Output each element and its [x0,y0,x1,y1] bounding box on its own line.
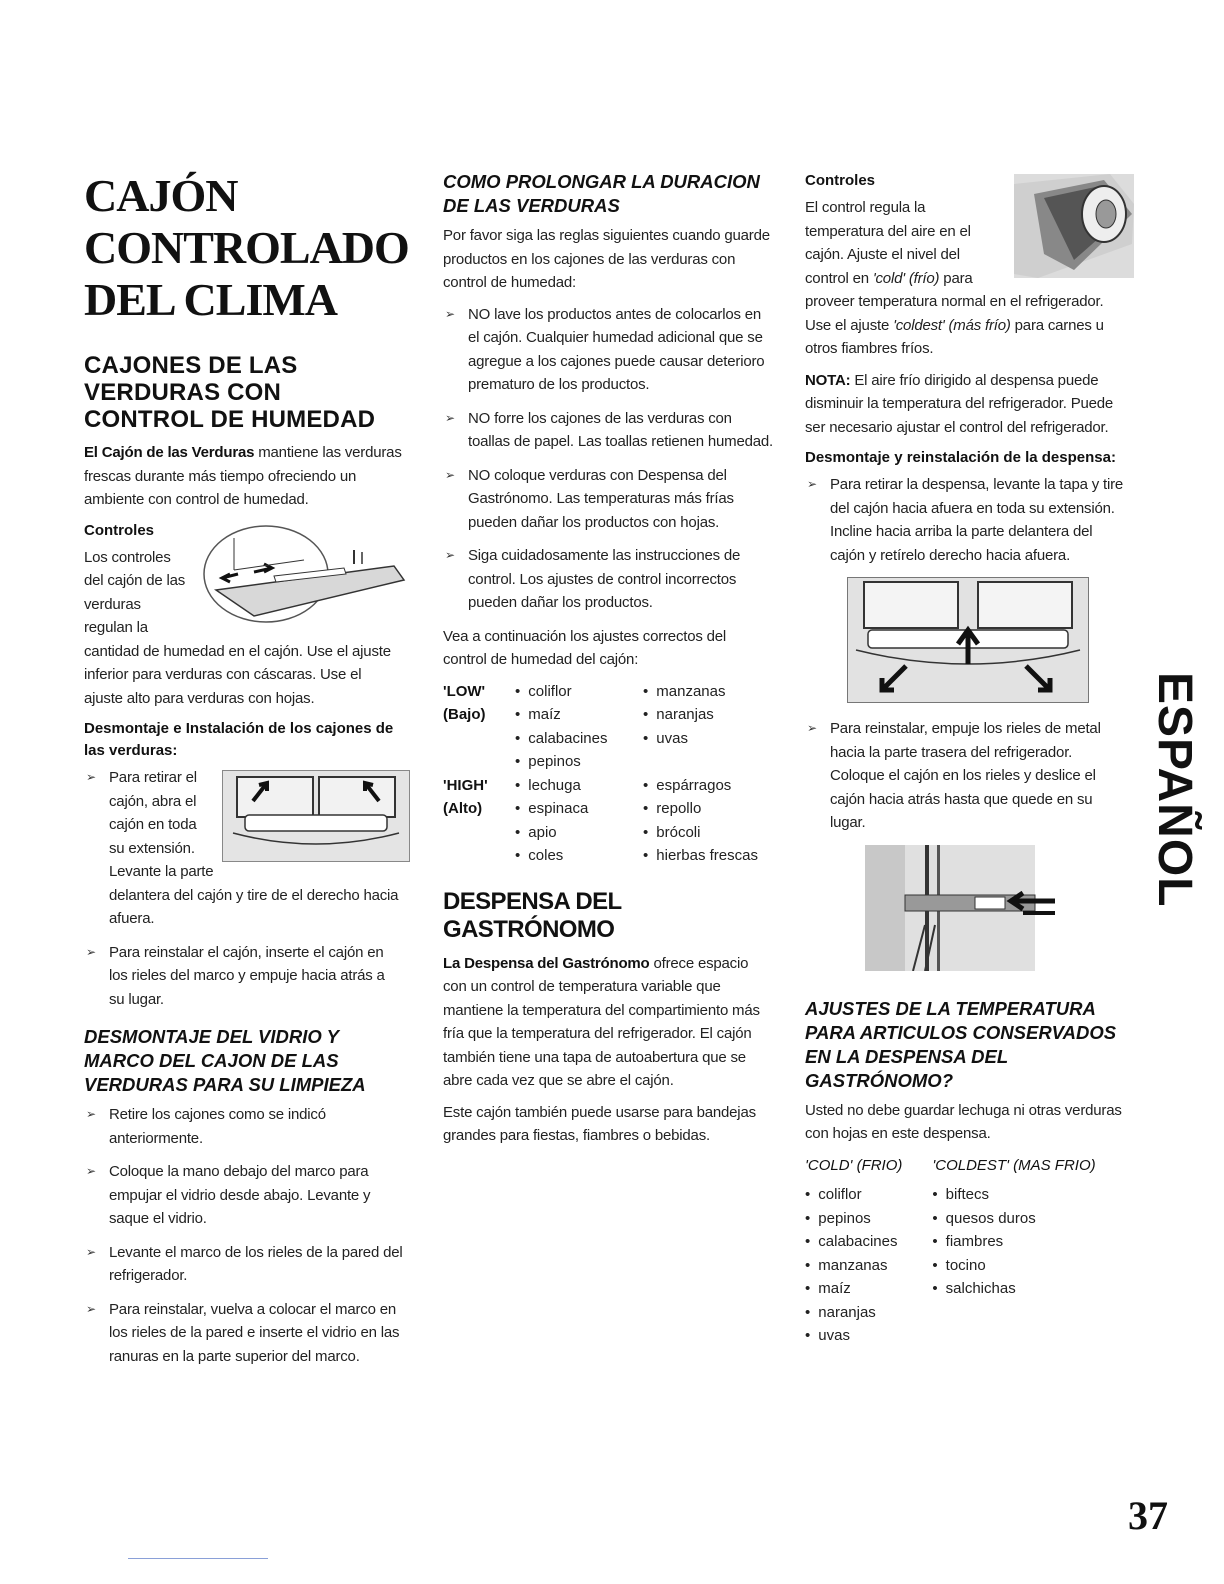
list-item [443,407,773,454]
remove-drawers-list [84,766,404,1011]
list-item [805,473,1130,567]
table-row [443,774,758,798]
prolong-rule-4: Siga cuidadosamente las instrucciones de control. Los ajustes de control incorrectos pueden dañar los productos. [468,547,741,611]
list-item [84,1160,404,1231]
glass-step-2: Coloque la mano debajo del marco para empujar el vidrio desde abajo. Levante y saque el vidrio. [109,1163,371,1227]
list-item [84,1241,404,1288]
prolong-rule-2: NO forre los cajones de las verduras con toallas de papel. Las toallas retienen humedad. [468,409,773,450]
list-item: • manzanas [805,1254,902,1278]
nota-paragraph [805,369,1130,440]
prolong-heading: COMO PROLONGAR LA DURACION DE LAS VERDURAS [443,171,760,216]
nota-text: El aire frío dirigido al despensa puede disminuir la temperatura del refrigerador. Puede ser necesario ajustar el control del refrigerador. [805,371,1114,436]
temp-settings-lists [805,1154,1130,1348]
intro-paragraph [84,441,404,512]
table-row [443,727,758,751]
crisper-drawer-illustration [222,770,410,862]
prolong-intro: Por favor siga las reglas siguientes cuando guarde productos en los cajones de las verduras con control de humedad: [443,227,770,291]
list-item: • maíz [805,1277,902,1301]
page-title: CAJÓN CONTROLADO DEL CLIMA [84,170,409,325]
coldest-header: 'COLDEST' (MAS FRIO) [932,1156,1096,1174]
coldest-items [932,1183,1095,1301]
page-number: 37 [1128,1493,1168,1538]
cold-term: 'cold' (frío) [872,269,940,287]
glass-removal-heading: DESMONTAJE DEL VIDRIO Y MARCO DEL CAJON DE LAS VERDURAS PARA SU LIMPIEZA [84,1026,366,1095]
humidity-settings-table [443,680,758,868]
table-row [443,703,758,727]
high-item: • apio [515,821,643,845]
table-row [443,797,758,821]
despensa-heading: DESPENSA DEL GASTRÓNOMO [443,887,622,943]
list-item [84,1103,404,1150]
settings-intro: Vea a continuación los ajustes correctos del control de humedad del cajón: [443,627,727,668]
list-item: • quesos duros [932,1207,1095,1231]
high-label-es: (Alto) [443,800,483,817]
low-label-es: (Bajo) [443,706,486,723]
low-item: • uvas [643,727,758,751]
high-item: • coles [515,844,643,868]
high-item: • brócoli [643,821,758,845]
list-item: • coliflor [805,1183,902,1207]
high-label: 'HIGH' [443,776,488,794]
temp-settings-intro: Usted no debe guardar lechuga ni otras verduras con hojas en este despensa. [805,1101,1122,1142]
controles-heading: Controles [84,521,155,539]
table-row [443,680,758,704]
low-label: 'LOW' [443,682,486,700]
table-row [443,821,758,845]
cold-items [805,1183,902,1348]
despensa-bold: La Despensa del Gastrónomo [443,954,650,972]
humidity-control-illustration [194,520,410,628]
list-item: • salchichas [932,1277,1095,1301]
temp-settings-heading: AJUSTES DE LA TEMPERATURA PARA ARTICULOS CONSERVADOS EN LA DESPENSA DEL GASTRÓNOMO? [805,997,1117,1091]
list-item: • uvas [805,1324,902,1348]
despensa-paragraph-2: Este cajón también puede usarse para bandejas grandes para fiestas, fiambres o bebidas. [443,1103,756,1144]
table-row [443,750,758,774]
high-item: • hierbas frescas [643,844,758,868]
remove-drawer-step: Para retirar el cajón, abra el cajón en toda su extensión. Levante la parte delantera del cajón y tire de el derecho hacia afuera. [109,769,399,927]
remove-drawers-heading: Desmontaje e Instalación de los cajones de las verduras: [84,720,394,759]
cold-header: 'COLD' (FRIO) [805,1156,903,1174]
controls-text-part3: para carnes u otros fiambres fríos. [805,316,1104,357]
footer-rule [128,1558,268,1559]
despensa-rail-illustration [865,845,1061,971]
empty-cell [443,821,515,845]
table-row [443,844,758,868]
empty-cell [443,727,515,751]
prolong-rule-1: NO lave los productos antes de colocarlos en el cajón. Cualquier humedad adicional que se agregue a los cajones puede causar deterioro prematuro de los productos. [468,305,765,393]
reinstall-drawer-step: Para reinstalar el cajón, inserte el cajón en los rieles del marco y empuje hacia atrás a su lugar. [109,943,385,1008]
intro-bold: El Cajón de las Verduras [84,444,255,461]
nota-label: NOTA: [805,371,851,389]
list-item: • tocino [932,1254,1095,1278]
despensa-rest: ofrece espacio con un control de temperatura variable que mantiene la temperatura del compartimiento más fría que la temperatura del refrigerador. El cajón también tiene una tapa de autoabertura que se abre cada vez que se abre el cajón. [443,954,760,1089]
list-item: • pepinos [805,1207,902,1231]
list-item [443,544,773,615]
prolong-list [443,303,773,615]
list-item [443,464,773,535]
list-item: • calabacines [805,1230,902,1254]
list-item [84,766,404,931]
low-item: • pepinos [515,750,643,774]
despensa-remove-list [805,473,1130,567]
empty-cell [643,750,758,774]
controls-text-part2: para proveer temperatura normal en el refrigerador. Use el ajuste [805,269,1104,334]
language-side-tab: ESPAÑOL [1148,672,1201,908]
despensa-remove-heading: Desmontaje y reinstalación de la despensa: [805,449,1116,466]
temperature-control-illustration [1014,174,1134,278]
low-item: • manzanas [643,680,758,704]
coldest-term: 'coldest' (más frío) [893,316,1011,334]
intro-rest: mantiene las verduras frescas durante más tiempo ofreciendo un ambiente con control de humedad. [84,444,402,508]
cold-column [805,1154,902,1348]
list-item: • biftecs [932,1183,1095,1207]
despensa-reinstall-step: Para reinstalar, empuje los rieles de metal hacia la parte trasera del refrigerador. Coloque el cajón en los rieles y deslice el cajón hacia atrás hasta que quede en su lugar. [830,720,1101,831]
column-right [805,170,1130,1348]
empty-cell [443,844,515,868]
high-item: • espinaca [515,797,643,821]
column-middle [443,170,773,1156]
column-left [84,170,409,1378]
low-item: • calabacines [515,727,643,751]
despensa-reinstall-list [805,717,1130,835]
despensa-remove-step: Para retirar la despensa, levante la tapa y tire del cajón hacia afuera en toda su extensión. Incline hacia arriba la parte delantera del cajón y retírelo derecho hacia afuera. [830,476,1124,564]
list-item [443,303,773,397]
glass-removal-list [84,1103,404,1368]
low-item: • maíz [515,703,643,727]
list-item [84,1298,404,1369]
despensa-drawer-illustration [847,577,1089,703]
list-item [805,717,1130,835]
coldest-column [932,1154,1095,1348]
glass-step-4: Para reinstalar, vuelva a colocar el marco en los rieles de la pared e inserte el vidrio en las ranuras en la parte superior del marco. [109,1300,400,1365]
high-item: • lechuga [515,774,643,798]
high-item: • espárragos [643,774,758,798]
empty-cell [443,750,515,774]
glass-step-1: Retire los cajones como se indicó anteriormente. [109,1106,326,1147]
list-item: • naranjas [805,1301,902,1325]
list-item: • fiambres [932,1230,1095,1254]
low-item: • naranjas [643,703,758,727]
low-item: • coliflor [515,680,643,704]
despensa-paragraph [443,952,773,1093]
glass-step-3: Levante el marco de los rieles de la pared del refrigerador. [109,1243,403,1284]
controles-heading-despensa: Controles [805,172,876,189]
controls-text-part1: El control regula la temperatura del aire en el cajón. Ajuste el nivel del control en [805,199,971,287]
controles-text: Los controles del cajón de las verduras regulan la cantidad de humedad en el cajón. Use el ajuste inferior para verduras con cáscaras. Use el ajuste alto para verduras con hojas. [84,548,391,707]
high-item: • repollo [643,797,758,821]
list-item [84,941,404,1012]
section-title-humidity: CAJONES DE LAS VERDURAS CON CONTROL DE HUMEDAD [84,352,376,433]
prolong-rule-3: NO coloque verduras con Despensa del Gastrónomo. Las temperaturas más frías pueden dañar los productos con hojas. [468,466,734,531]
